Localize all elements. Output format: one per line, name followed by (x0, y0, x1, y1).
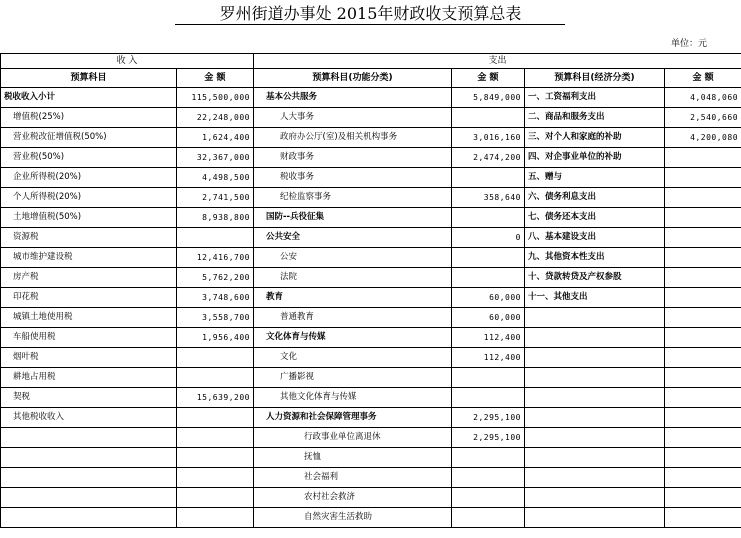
income-amount-cell: 1,624,400 (177, 128, 254, 148)
func-item-cell: 广播影视 (254, 368, 452, 388)
income-item-cell: 房产税 (1, 268, 177, 288)
table-row (1, 428, 741, 448)
income-amount-cell: 12,416,700 (177, 248, 254, 268)
income-amount-cell: 115,500,000 (177, 88, 254, 108)
income-item-cell: 其他税收收入 (1, 408, 177, 428)
func-item-cell: 普通教育 (254, 308, 452, 328)
income-amount-cell (177, 408, 254, 428)
econ-amount-cell (665, 468, 741, 488)
econ-amount-cell (665, 188, 741, 208)
table-row (1, 288, 741, 308)
func-item-cell: 农村社会救济 (254, 488, 452, 508)
econ-amount-cell (665, 288, 741, 308)
income-amount-cell (177, 468, 254, 488)
income-section-header: 收 入 (1, 54, 254, 69)
income-amount-cell: 2,741,500 (177, 188, 254, 208)
econ-item-cell: 七、债务还本支出 (525, 208, 665, 228)
econ-amount-cell (665, 228, 741, 248)
func-amount-cell (452, 168, 525, 188)
econ-item-cell: 六、债务利息支出 (525, 188, 665, 208)
income-amount-cell (177, 368, 254, 388)
income-amount-cell: 15,639,200 (177, 388, 254, 408)
income-item-cell: 耕地占用税 (1, 368, 177, 388)
func-amount-cell (452, 368, 525, 388)
table-row (1, 468, 741, 488)
income-item-cell: 增值税(25%) (1, 108, 177, 128)
func-amount-cell: 2,295,100 (452, 408, 525, 428)
income-item-cell: 烟叶税 (1, 348, 177, 368)
func-amount-header: 金 额 (452, 69, 525, 88)
func-item-cell: 人力资源和社会保障管理事务 (254, 408, 452, 428)
income-amount-cell (177, 348, 254, 368)
income-item-cell: 车船使用税 (1, 328, 177, 348)
income-amount-cell (177, 448, 254, 468)
income-amount-cell: 1,956,400 (177, 328, 254, 348)
econ-item-cell: 三、对个人和家庭的补助 (525, 128, 665, 148)
expenditure-section-header: 支出 (254, 54, 741, 69)
func-item-cell: 法院 (254, 268, 452, 288)
income-amount-cell: 5,762,200 (177, 268, 254, 288)
income-item-cell: 土地增值税(50%) (1, 208, 177, 228)
econ-amount-cell (665, 208, 741, 228)
table-row (1, 128, 741, 148)
econ-amount-cell (665, 428, 741, 448)
table-row (1, 88, 741, 108)
econ-amount-cell: 4,048,060 (665, 88, 741, 108)
econ-amount-cell: 4,200,080 (665, 128, 741, 148)
income-item-cell: 营业税改征增值税(50%) (1, 128, 177, 148)
func-item-cell: 财政事务 (254, 148, 452, 168)
income-amount-cell (177, 428, 254, 448)
income-amount-cell: 32,367,000 (177, 148, 254, 168)
table-row (1, 248, 741, 268)
func-item-cell: 文化 (254, 348, 452, 368)
econ-item-cell: 二、商品和服务支出 (525, 108, 665, 128)
econ-item-cell (525, 428, 665, 448)
func-item-cell: 公共安全 (254, 228, 452, 248)
func-item-cell: 自然灾害生活救助 (254, 508, 452, 528)
income-item-cell: 资源税 (1, 228, 177, 248)
econ-amount-cell: 2,540,660 (665, 108, 741, 128)
table-row (1, 388, 741, 408)
econ-amount-cell (665, 388, 741, 408)
func-amount-cell (452, 488, 525, 508)
income-amount-cell (177, 228, 254, 248)
func-amount-cell: 358,640 (452, 188, 525, 208)
table-row (1, 228, 741, 248)
table-row (1, 208, 741, 228)
func-amount-cell (452, 448, 525, 468)
econ-item-cell: 九、其他资本性支出 (525, 248, 665, 268)
func-item-cell: 社会福利 (254, 468, 452, 488)
table-row (1, 348, 741, 368)
func-item-cell: 税收事务 (254, 168, 452, 188)
econ-item-cell: 十一、其他支出 (525, 288, 665, 308)
func-amount-cell (452, 508, 525, 528)
econ-item-cell: 五、赠与 (525, 168, 665, 188)
table-row (1, 308, 741, 328)
unit-label: 单位：元 (670, 39, 707, 49)
income-item-cell: 城市维护建设税 (1, 248, 177, 268)
income-item-header: 预算科目 (1, 69, 177, 88)
income-amount-header: 金 额 (177, 69, 254, 88)
econ-amount-cell (665, 148, 741, 168)
income-amount-cell: 22,248,000 (177, 108, 254, 128)
income-amount-cell: 8,938,800 (177, 208, 254, 228)
econ-item-cell: 四、对企事业单位的补助 (525, 148, 665, 168)
econ-amount-header: 金 额 (665, 69, 741, 88)
func-amount-cell: 112,400 (452, 348, 525, 368)
income-amount-cell (177, 508, 254, 528)
func-amount-cell: 2,295,100 (452, 428, 525, 448)
func-item-cell: 政府办公厅(室)及相关机构事务 (254, 128, 452, 148)
func-item-cell: 教育 (254, 288, 452, 308)
func-item-cell: 抚恤 (254, 448, 452, 468)
income-amount-cell (177, 488, 254, 508)
table-row (1, 148, 741, 168)
econ-amount-cell (665, 368, 741, 388)
econ-item-cell: 八、基本建设支出 (525, 228, 665, 248)
econ-item-cell (525, 468, 665, 488)
func-item-cell: 基本公共服务 (254, 88, 452, 108)
table-row (1, 108, 741, 128)
table-row (1, 368, 741, 388)
income-item-cell: 城镇土地使用税 (1, 308, 177, 328)
income-item-cell: 营业税(50%) (1, 148, 177, 168)
func-amount-cell: 2,474,200 (452, 148, 525, 168)
econ-item-cell (525, 388, 665, 408)
econ-item-cell: 十、贷款转贷及产权参股 (525, 268, 665, 288)
income-item-cell: 税收收入小计 (1, 88, 177, 108)
func-item-cell: 人大事务 (254, 108, 452, 128)
func-amount-cell: 5,849,000 (452, 88, 525, 108)
econ-amount-cell (665, 348, 741, 368)
table-row (1, 508, 741, 528)
table-row (1, 408, 741, 428)
econ-amount-cell (665, 408, 741, 428)
func-amount-cell (452, 468, 525, 488)
income-item-cell: 契税 (1, 388, 177, 408)
func-item-header: 预算科目(功能分类) (254, 69, 452, 88)
func-item-cell: 文化体育与传媒 (254, 328, 452, 348)
func-item-cell: 国防--兵役征集 (254, 208, 452, 228)
func-amount-cell (452, 268, 525, 288)
econ-item-cell: 一、工资福利支出 (525, 88, 665, 108)
econ-item-cell (525, 448, 665, 468)
func-amount-cell (452, 388, 525, 408)
func-amount-cell (452, 208, 525, 228)
income-item-cell (1, 448, 177, 468)
income-item-cell: 企业所得税(20%) (1, 168, 177, 188)
econ-item-cell (525, 508, 665, 528)
econ-item-cell (525, 408, 665, 428)
page-title: 罗州街道办事处 2015年财政收支预算总表 (219, 4, 522, 23)
func-amount-cell: 0 (452, 228, 525, 248)
income-amount-cell: 4,498,500 (177, 168, 254, 188)
func-item-cell: 行政事业单位离退休 (254, 428, 452, 448)
income-item-cell (1, 428, 177, 448)
income-amount-cell: 3,748,600 (177, 288, 254, 308)
func-item-cell: 其他文化体育与传媒 (254, 388, 452, 408)
table-row (1, 328, 741, 348)
income-amount-cell: 3,558,700 (177, 308, 254, 328)
func-amount-cell: 112,400 (452, 328, 525, 348)
budget-table (0, 53, 741, 528)
econ-amount-cell (665, 248, 741, 268)
income-item-cell: 个人所得税(20%) (1, 188, 177, 208)
econ-amount-cell (665, 508, 741, 528)
func-amount-cell: 3,016,160 (452, 128, 525, 148)
econ-item-cell (525, 348, 665, 368)
econ-item-cell (525, 368, 665, 388)
econ-amount-cell (665, 308, 741, 328)
table-row (1, 448, 741, 468)
econ-amount-cell (665, 448, 741, 468)
title-underline (175, 24, 565, 25)
econ-item-cell (525, 308, 665, 328)
table-row (1, 268, 741, 288)
func-amount-cell: 60,000 (452, 288, 525, 308)
econ-item-header: 预算科目(经济分类) (525, 69, 665, 88)
table-row (1, 188, 741, 208)
econ-amount-cell (665, 328, 741, 348)
func-item-cell: 公安 (254, 248, 452, 268)
func-item-cell: 纪检监察事务 (254, 188, 452, 208)
table-row (1, 168, 741, 188)
econ-amount-cell (665, 268, 741, 288)
econ-item-cell (525, 488, 665, 508)
income-item-cell (1, 508, 177, 528)
func-amount-cell (452, 108, 525, 128)
econ-amount-cell (665, 488, 741, 508)
econ-amount-cell (665, 168, 741, 188)
func-amount-cell: 60,000 (452, 308, 525, 328)
income-item-cell (1, 468, 177, 488)
table-row (1, 488, 741, 508)
income-item-cell (1, 488, 177, 508)
func-amount-cell (452, 248, 525, 268)
econ-item-cell (525, 328, 665, 348)
income-item-cell: 印花税 (1, 288, 177, 308)
